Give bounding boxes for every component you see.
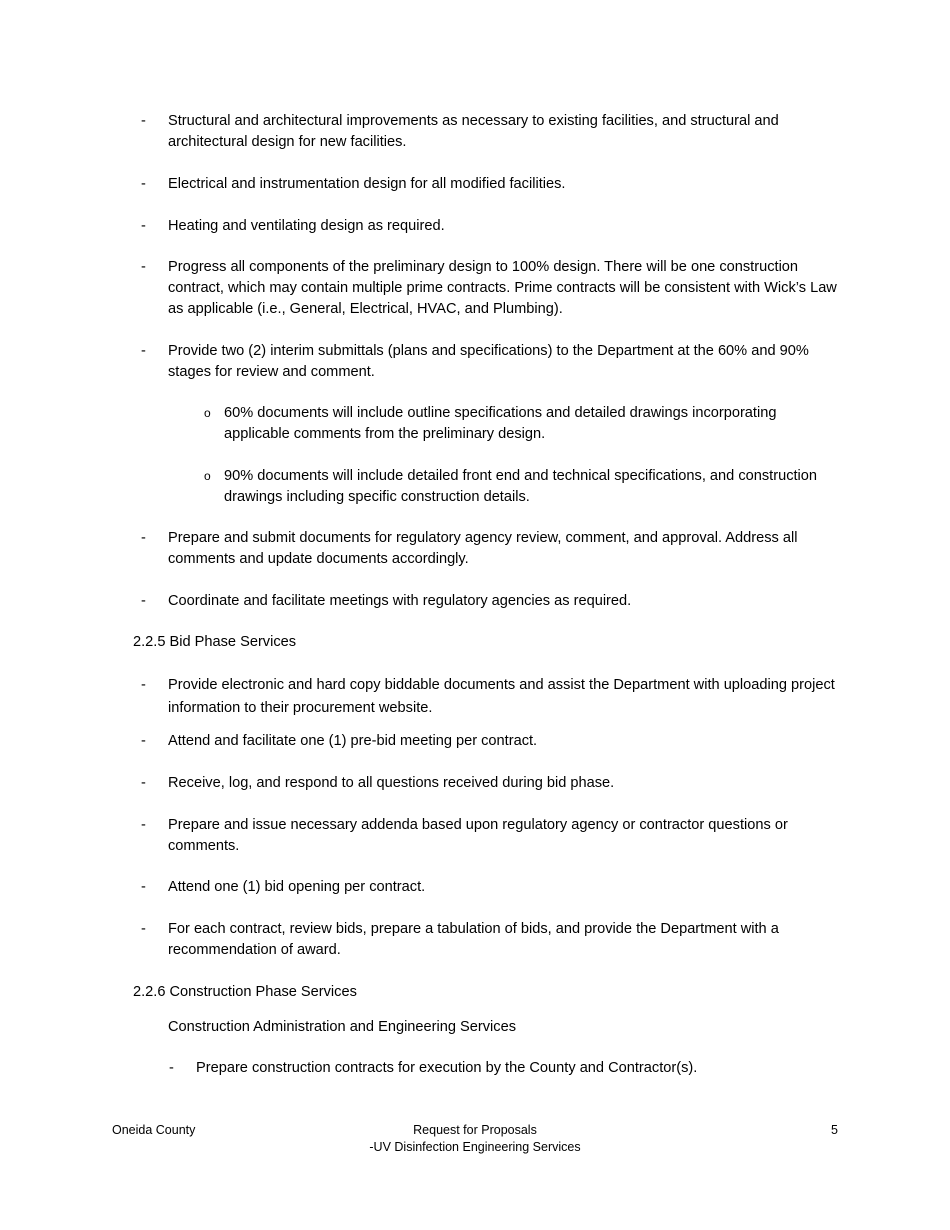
sub-list-item-text: 60% documents will include outline specifications and detailed drawings incorporating applicable comments from the preliminary design. bbox=[224, 405, 777, 442]
list-item-text: Prepare and issue necessary addenda based upon regulatory agency or contractor questions or comments. bbox=[168, 817, 788, 854]
list-item bbox=[141, 877, 843, 898]
sub-list-item bbox=[204, 403, 834, 445]
subsection-heading: Construction Administration and Engineering Services bbox=[168, 1019, 517, 1035]
dash-bullet: - bbox=[141, 343, 146, 359]
list-item-text: Prepare and submit documents for regulatory agency review, comment, and approval. Address all comments and update documents accordingly. bbox=[168, 530, 798, 567]
dash-bullet: - bbox=[141, 259, 146, 275]
list-item bbox=[141, 591, 843, 612]
list-item-text: Provide electronic and hard copy biddable documents and assist the Department with uploading project information to their procurement website. bbox=[168, 677, 835, 716]
list-item bbox=[169, 1058, 836, 1079]
dash-bullet: - bbox=[141, 530, 146, 546]
list-item bbox=[141, 528, 843, 570]
dash-bullet: - bbox=[141, 113, 146, 129]
list-item bbox=[141, 674, 843, 720]
list-item bbox=[141, 111, 843, 153]
page-number: 5 bbox=[831, 1123, 838, 1137]
dash-bullet: - bbox=[141, 176, 146, 192]
dash-bullet: - bbox=[141, 593, 146, 609]
list-item-text: Provide two (2) interim submittals (plans and specifications) to the Department at the 60% and 90% stages for review and comment. bbox=[168, 343, 809, 380]
list-item bbox=[141, 341, 843, 383]
dash-bullet: - bbox=[141, 677, 146, 693]
list-item bbox=[141, 216, 843, 237]
dash-bullet: - bbox=[141, 879, 146, 895]
list-item bbox=[141, 815, 843, 857]
footer-left: Oneida County bbox=[112, 1123, 196, 1137]
list-item-text: Coordinate and facilitate meetings with regulatory agencies as required. bbox=[168, 593, 632, 609]
footer-center-line2: -UV Disinfection Engineering Services bbox=[369, 1140, 581, 1154]
list-item-text: Electrical and instrumentation design for all modified facilities. bbox=[168, 176, 566, 192]
dash-bullet: - bbox=[141, 218, 146, 234]
circle-bullet-icon: o bbox=[204, 469, 211, 483]
footer-center bbox=[300, 1122, 650, 1156]
dash-bullet: - bbox=[141, 817, 146, 833]
list-item-text: For each contract, review bids, prepare a tabulation of bids, and provide the Department with a recommendation of award. bbox=[168, 921, 779, 958]
list-item-text: Progress all components of the preliminary design to 100% design. There will be one construction contract, which may contain multiple prime contracts. Prime contracts will be consistent with Wick’s Law as applicable (i.e., General, Electrical, HVAC, and Plumbing). bbox=[168, 259, 837, 317]
section-heading-construction-phase: 2.2.6 Construction Phase Services bbox=[133, 984, 357, 1000]
list-item-text: Prepare construction contracts for execution by the County and Contractor(s). bbox=[196, 1060, 698, 1076]
list-item-text: Attend and facilitate one (1) pre-bid meeting per contract. bbox=[168, 733, 538, 749]
list-item bbox=[141, 919, 843, 961]
list-item bbox=[141, 174, 843, 195]
dash-bullet: - bbox=[169, 1060, 174, 1076]
list-item-text: Structural and architectural improvements as necessary to existing facilities, and structural and architectural design for new facilities. bbox=[168, 113, 779, 150]
dash-bullet: - bbox=[141, 921, 146, 937]
sub-list-item bbox=[204, 466, 834, 508]
list-item bbox=[141, 257, 843, 320]
dash-bullet: - bbox=[141, 733, 146, 749]
sub-list-item-text: 90% documents will include detailed front end and technical specifications, and construction drawings including specific construction details. bbox=[224, 468, 818, 505]
footer-center-line1: Request for Proposals bbox=[413, 1123, 537, 1137]
circle-bullet-icon: o bbox=[204, 406, 211, 420]
list-item bbox=[141, 731, 843, 752]
list-item-text: Receive, log, and respond to all questions received during bid phase. bbox=[168, 775, 615, 791]
list-item-text: Attend one (1) bid opening per contract. bbox=[168, 879, 426, 895]
list-item bbox=[141, 773, 843, 794]
section-heading-bid-phase: 2.2.5 Bid Phase Services bbox=[133, 634, 297, 650]
list-item-text: Heating and ventilating design as required. bbox=[168, 218, 445, 234]
dash-bullet: - bbox=[141, 775, 146, 791]
